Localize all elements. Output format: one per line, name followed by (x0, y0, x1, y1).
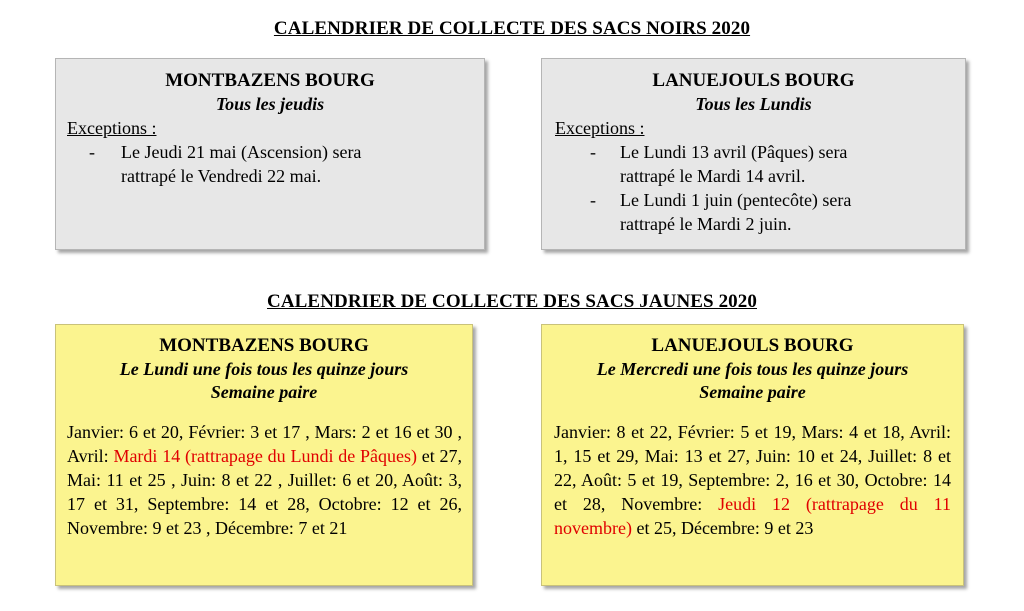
dates-text: Janvier: 6 et 20, Février: 3 et 17 , Mars: 2 et 16 et 30 , Avril: (67, 422, 462, 466)
collection-dates (67, 420, 462, 540)
yellow-bags-lanuejouls-box (541, 324, 964, 586)
dates-text: et 25, Décembre: 9 et 23 (631, 518, 814, 538)
yellow-bags-heading: CALENDRIER DE COLLECTE DES SACS JAUNES 2020 (267, 291, 757, 312)
box-title: LANUEJOULS BOURG (651, 335, 854, 356)
exception-line: rattrapé le Mardi 2 juin. (620, 214, 792, 234)
list-dash: - (590, 190, 596, 210)
collection-dates (554, 420, 951, 540)
box-subtitle: Le Mercredi une fois tous les quinze jours (596, 359, 909, 379)
exception-line: rattrapé le Vendredi 22 mai. (121, 166, 322, 186)
exception-line: Le Jeudi 21 mai (Ascension) sera (121, 142, 362, 162)
black-bags-montbazens-box (55, 58, 485, 250)
black-bags-lanuejouls-box (541, 58, 966, 250)
exception-line: Le Lundi 1 juin (pentecôte) sera (620, 190, 852, 210)
box-subtitle: Le Lundi une fois tous les quinze jours (119, 359, 409, 379)
box-subtitle: Tous les jeudis (215, 94, 325, 114)
list-dash: - (89, 142, 95, 162)
box-title: LANUEJOULS BOURG (652, 70, 855, 91)
box-title: MONTBAZENS BOURG (159, 335, 369, 356)
list-dash: - (590, 142, 596, 162)
exception-item (555, 188, 965, 236)
dates-text: et 27, Mai: 11 et 25 , Juin: 8 et 22 , Juillet: 6 et 20, Août: 3, 17 et 31, Septembre: 14 et 28, Octobre: 12 et 26, Novembre: 9 et 23 , Décembre: 7 et 21 (67, 446, 462, 538)
exceptions-label: Exceptions : (67, 118, 157, 138)
exceptions-label: Exceptions : (555, 118, 645, 138)
dates-text: Janvier: 8 et 22, Février: 5 et 19, Mars: 4 et 18, Avril: 1, 15 et 29, Mai: 13 et 27, Juin: 10 et 24, Juillet: 8 et 22, Août: 5 et 19, Septembre: 2, 16 et 30, Octobre: 14 et 28, Novembre: (554, 422, 951, 514)
exception-item (67, 140, 484, 188)
box-subtitle-week: Semaine paire (699, 382, 806, 402)
yellow-bags-montbazens-box (55, 324, 473, 586)
black-bags-heading: CALENDRIER DE COLLECTE DES SACS NOIRS 2020 (273, 18, 751, 39)
box-subtitle: Tous les Lundis (695, 94, 812, 114)
exception-line: Le Lundi 13 avril (Pâques) sera (620, 142, 848, 162)
dates-exception: Jeudi 12 (rattrapage du 11 novembre) (554, 494, 951, 538)
box-title: MONTBAZENS BOURG (165, 70, 375, 91)
exception-item (555, 140, 965, 188)
box-subtitle-week: Semaine paire (210, 382, 318, 402)
exception-line: rattrapé le Mardi 14 avril. (620, 166, 806, 186)
dates-exception: Mardi 14 (rattrapage du Lundi de Pâques) (113, 446, 417, 466)
